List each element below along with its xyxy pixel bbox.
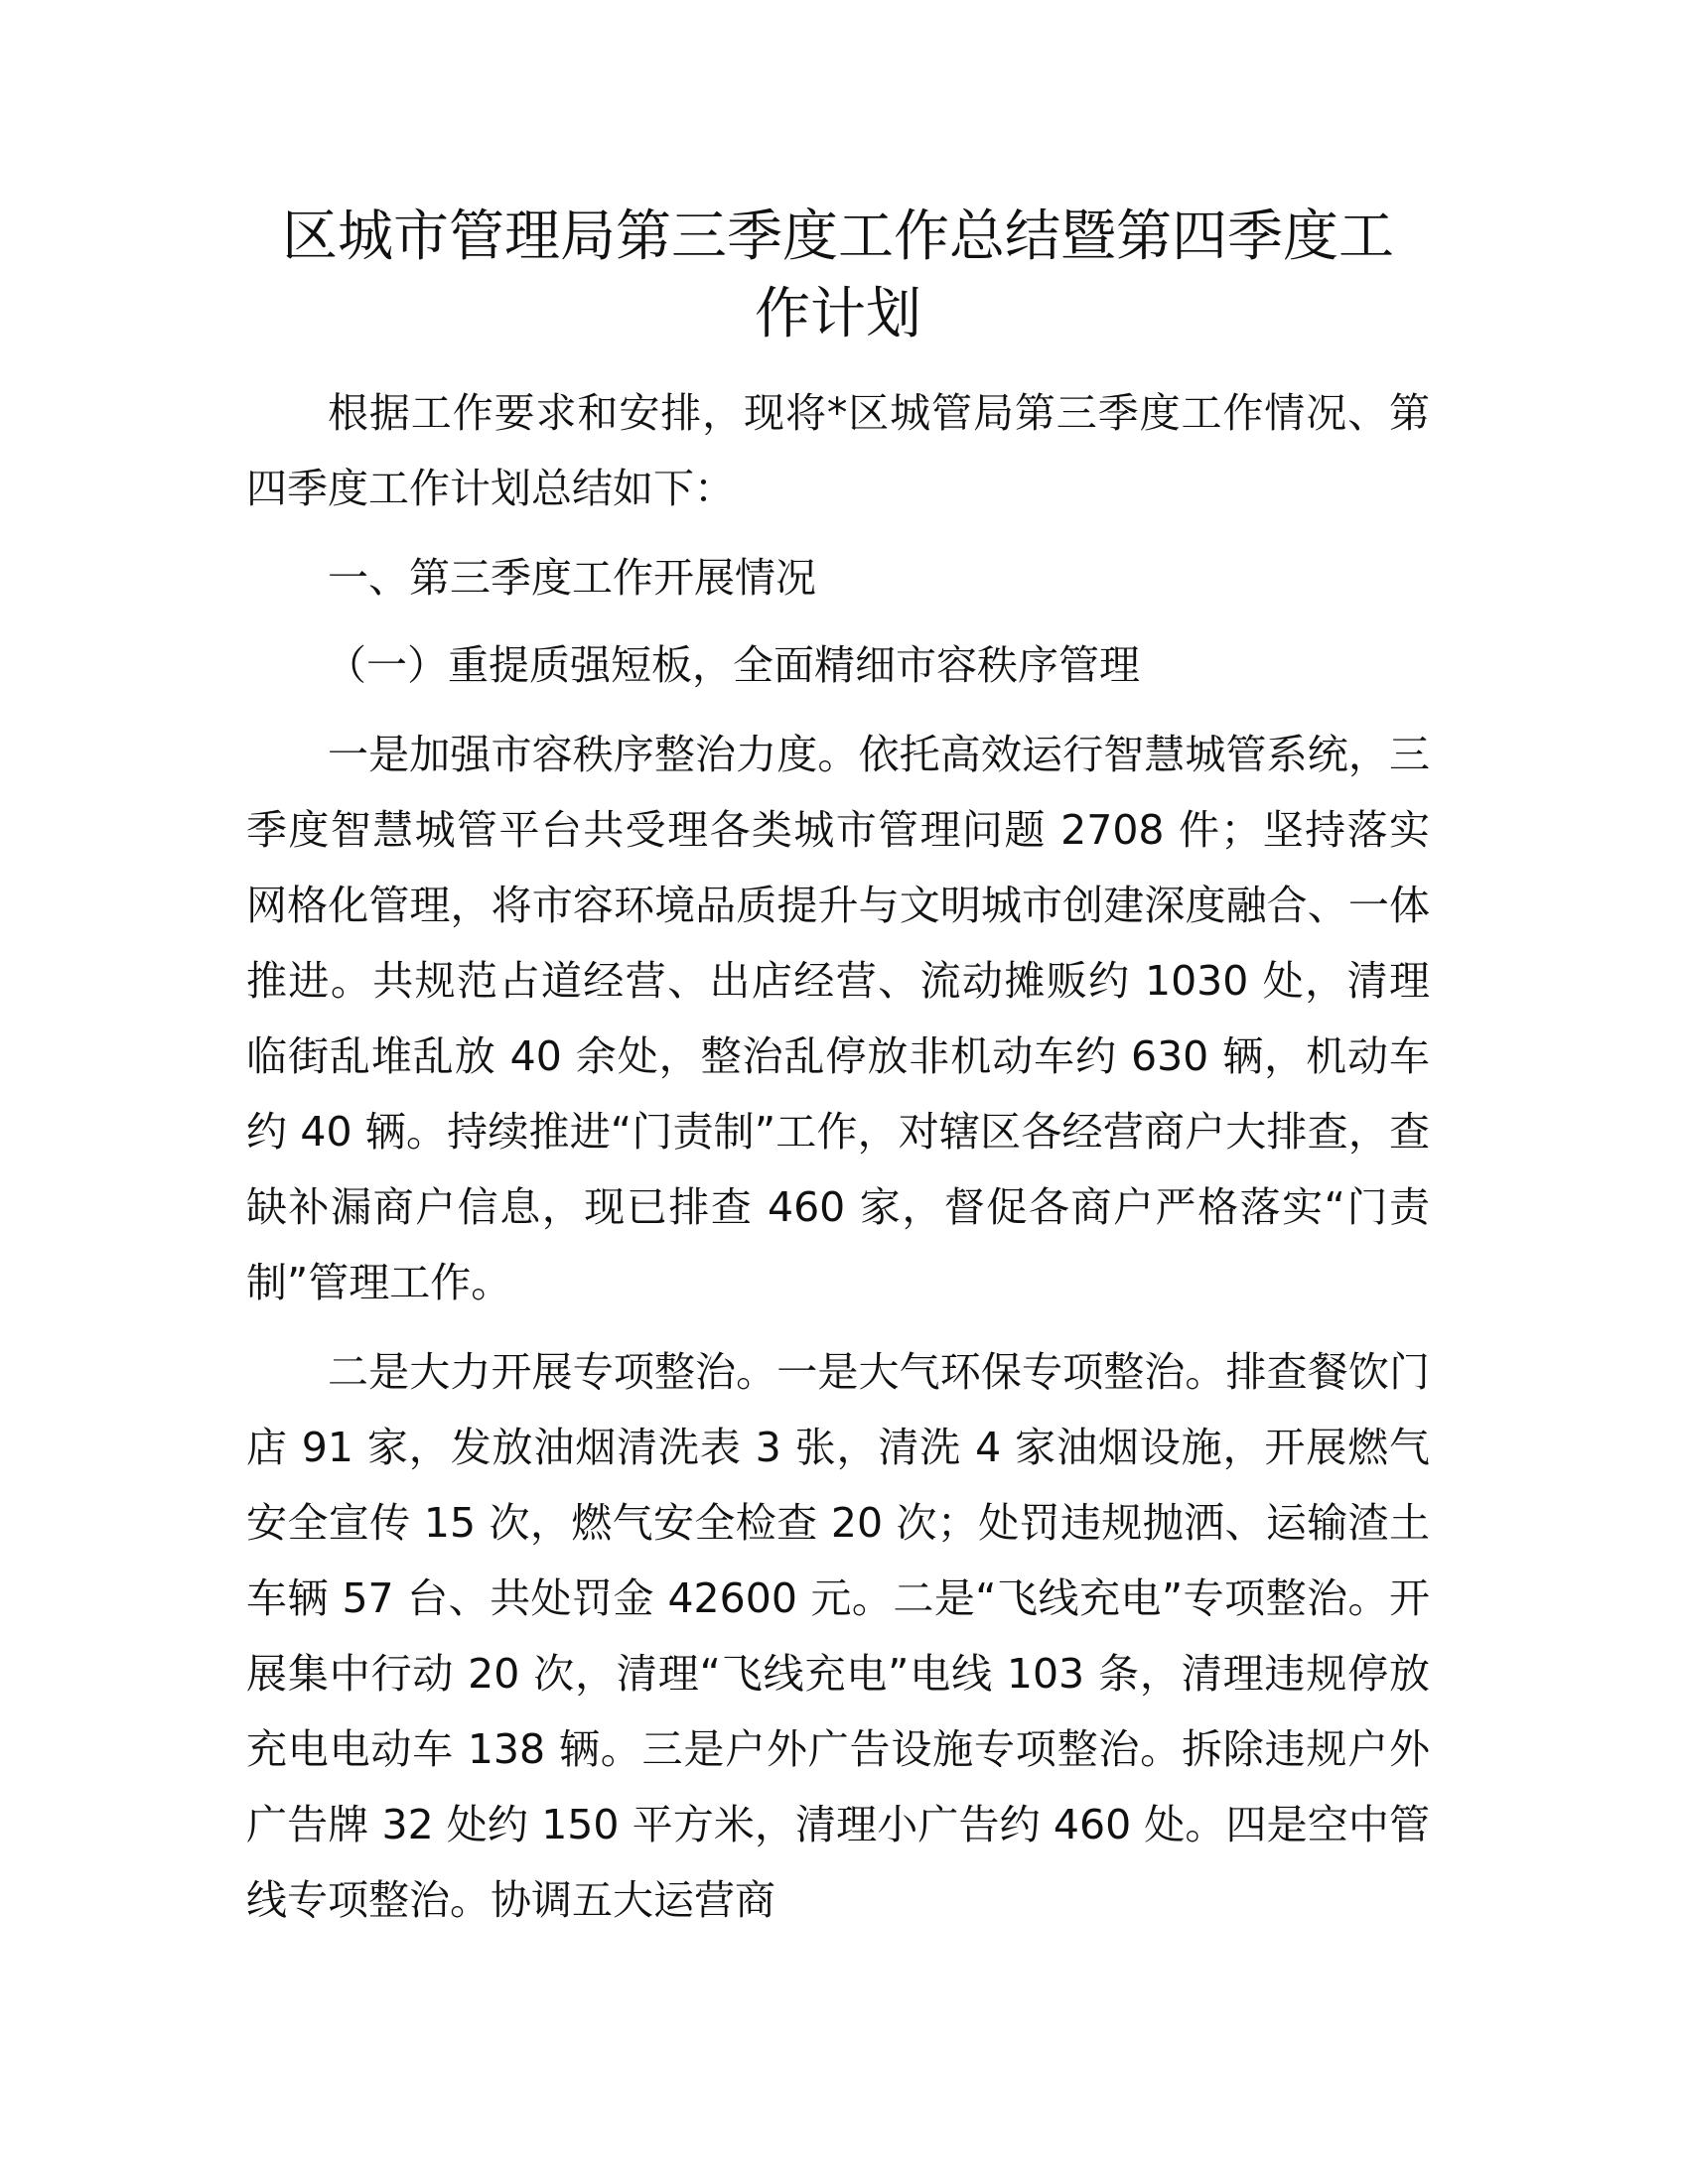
section-heading: 一、第三季度工作开展情况 xyxy=(328,554,816,602)
document-page xyxy=(246,199,1430,1938)
intro-paragraph: 根据工作要求和安排，现将*区城管局第三季度工作情况、第四季度工作计划总结如下： xyxy=(246,389,1430,512)
subsection-heading: （一）重提质强短板，全面精细市容秩序管理 xyxy=(326,641,1140,689)
document-title-line-1: 区城市管理局第三季度工作总结暨第四季度工 xyxy=(282,205,1394,269)
document-title-line-2: 作计划 xyxy=(755,282,921,346)
body-paragraph-2: 二是大力开展专项整治。一是大气环保专项整治。排查餐饮门店 91 家，发放油烟清洗表 3 张，清洗 4 家油烟设施，开展燃气安全宣传 15 次，燃气安全检查 20 次；处罚违规抛洒、运输渣土车辆 57 台、共处罚金 42600 元。二是“飞线充电”专项整治。开展集中行动 20 次，清理“飞线充电”电线 103 条，清理违规停放充电电动车 138 辆。三是户外广告设施专项整治。拆除违规户外广告牌 32 处约 150 平方米，清理小广告约 460 处。四是空中管线专项整治。协调五大运营商 xyxy=(246,1348,1430,1924)
body-paragraph-1: 一是加强市容秩序整治力度。依托高效运行智慧城管系统，三季度智慧城管平台共受理各类城市管理问题 2708 件；坚持落实网格化管理，将市容环境品质提升与文明城市创建深度融合、一体推进。共规范占道经营、出店经营、流动摊贩约 1030 处，清理临街乱堆乱放 40 余处，整治乱停放非机动车约 630 辆，机动车约 40 辆。持续推进“门责制”工作，对辖区各经营商户大排查，查缺补漏商户信息，现已排查 460 家，督促各商户严格落实“门责制”管理工作。 xyxy=(246,731,1430,1306)
document-title xyxy=(246,199,1430,353)
